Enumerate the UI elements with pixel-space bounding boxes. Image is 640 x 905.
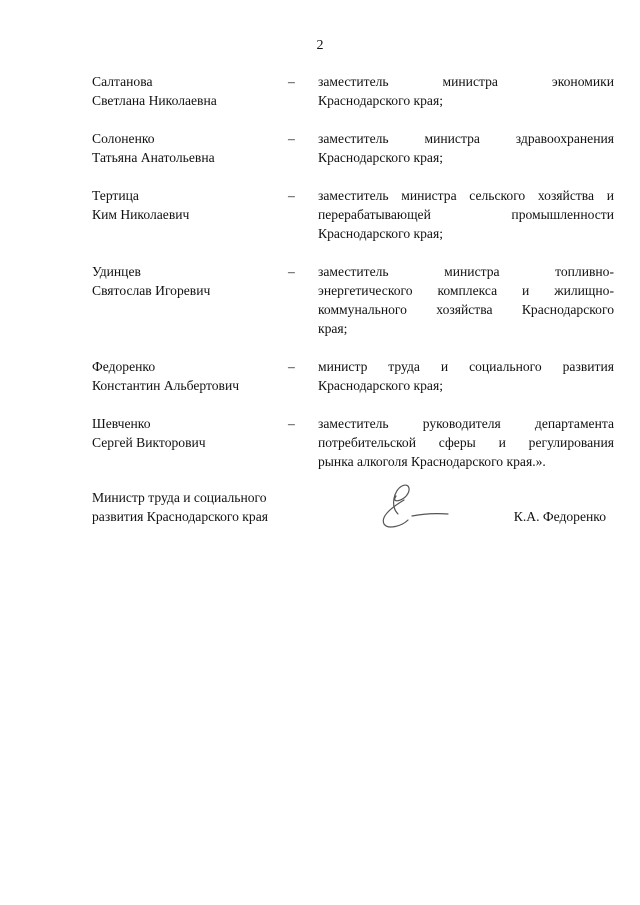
role-line: рынка алкоголя Краснодарского края.». — [318, 454, 546, 469]
member-surname: Удинцев — [92, 264, 141, 279]
signature-block — [92, 488, 612, 548]
dash-separator: – — [288, 264, 295, 279]
member-surname: Солоненко — [92, 131, 155, 146]
member-name — [92, 129, 286, 167]
member-name — [92, 72, 286, 110]
member-surname: Шевченко — [92, 416, 151, 431]
signer-name: К.А. Федоренко — [513, 509, 606, 524]
member-name — [92, 357, 286, 395]
dash-separator: – — [288, 416, 295, 431]
role-line: заместитель министра экономики — [318, 74, 614, 89]
member-row — [92, 129, 612, 167]
member-surname: Федоренко — [92, 359, 156, 374]
member-role — [318, 72, 614, 110]
member-row — [92, 357, 612, 395]
member-given-names: Святослав Игоревич — [92, 283, 211, 298]
dash-separator: – — [288, 131, 295, 146]
signer-position-line: развития Краснодарского края — [92, 509, 268, 524]
handwritten-signature — [368, 476, 458, 536]
role-line: заместитель министра сельского хозяйства и — [318, 188, 614, 203]
member-row — [92, 262, 612, 338]
role-line: Краснодарского края; — [318, 93, 443, 108]
role-line: перерабатывающей промышленности — [318, 207, 614, 222]
member-given-names: Светлана Николаевна — [92, 93, 217, 108]
member-name — [92, 262, 286, 338]
member-surname: Тертица — [92, 188, 139, 203]
dash-separator: – — [288, 188, 295, 203]
signer-position — [92, 488, 332, 526]
dash-separator: – — [288, 359, 295, 374]
role-line: энергетического комплекса и жилищно- — [318, 283, 614, 298]
member-role — [318, 357, 614, 395]
member-row — [92, 186, 612, 243]
signer-position-line: Министр труда и социального — [92, 490, 267, 505]
role-line: потребительской сферы и регулирования — [318, 435, 614, 450]
member-name — [92, 186, 286, 243]
role-line: края; — [318, 321, 348, 336]
role-line: заместитель министра топливно- — [318, 264, 614, 279]
member-role — [318, 129, 614, 167]
member-role — [318, 262, 614, 338]
member-role — [318, 186, 614, 243]
role-line: Краснодарского края; — [318, 150, 443, 165]
member-given-names: Сергей Викторович — [92, 435, 206, 450]
page-number: 2 — [316, 38, 324, 53]
member-row — [92, 72, 612, 110]
role-line: министр труда и социального развития — [318, 359, 614, 374]
member-given-names: Ким Николаевич — [92, 207, 190, 222]
dash-separator: – — [288, 74, 295, 89]
member-name — [92, 414, 286, 471]
role-line: заместитель министра здравоохранения — [318, 131, 614, 146]
member-given-names: Татьяна Анатольевна — [92, 150, 215, 165]
role-line: Краснодарского края; — [318, 226, 443, 241]
role-line: коммунального хозяйства Краснодарского — [318, 302, 614, 317]
member-role — [318, 414, 614, 471]
member-row — [92, 414, 612, 471]
role-line: заместитель руководителя департамента — [318, 416, 614, 431]
role-line: Краснодарского края; — [318, 378, 443, 393]
commission-member-list — [92, 72, 612, 490]
member-given-names: Константин Альбертович — [92, 378, 240, 393]
member-surname: Салтанова — [92, 74, 153, 89]
